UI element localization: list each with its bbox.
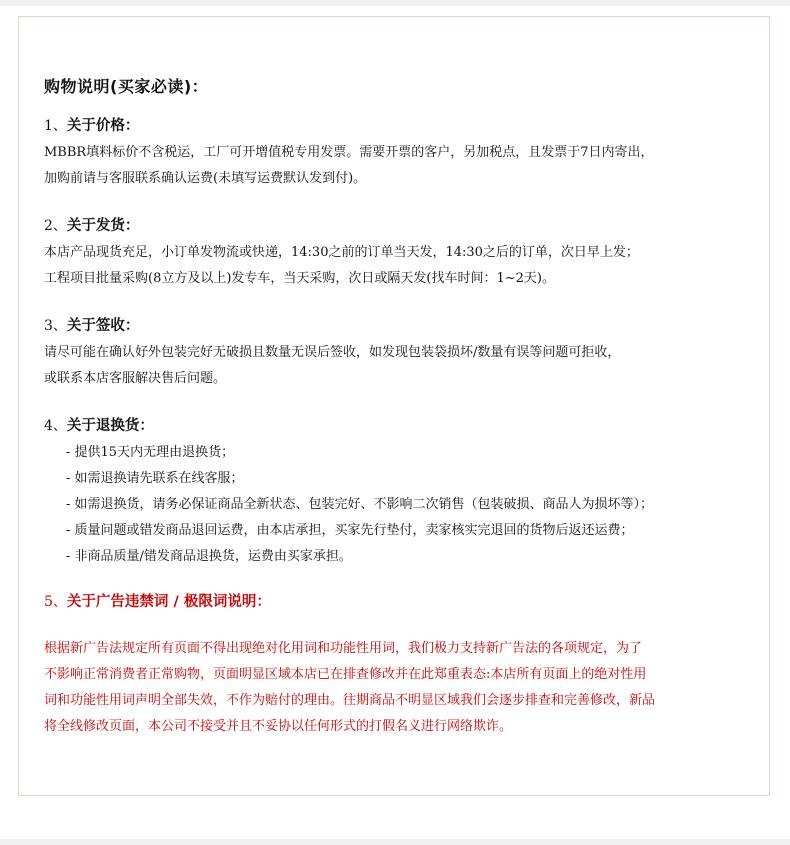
- list-item: - 如需退换请先联系在线客服；: [66, 471, 244, 486]
- list-item: - 如需退换货，请务必保证商品全新状态、包装完好、不影响二次销售（包装破损、商品人为损坏等）；: [66, 497, 654, 512]
- page-title: 购物说明(买家必读)：: [44, 77, 209, 96]
- list-item: - 质量问题或错发商品退回运费，由本店承担，买家先行垫付，卖家核实完退回的货物后返还运费；: [66, 523, 634, 538]
- section-text: MBBR填料标价不含税运，工厂可开增值税专用发票。需要开票的客户，另加税点，且发票于7日内寄出，: [44, 145, 654, 160]
- section-text: 将全线修改页面，本公司不接受并且不妥协以任何形式的打假名义进行网络欺诈。: [44, 719, 513, 734]
- section-heading: [44, 416, 744, 436]
- section-text: 不影响正常消费者正常购物，页面明显区域本店已在排查修改并在此郑重表态:本店所有页面上的绝对性用: [44, 667, 647, 682]
- section-text: 根据新广告法规定所有页面不得出现绝对化用词和功能性用词，我们极力支持新广告法的各项规定，为了: [44, 641, 643, 656]
- section-ad-law: [44, 592, 744, 740]
- section-receipt: [44, 316, 744, 392]
- section-text: 请尽可能在确认好外包装完好无破损且数量无误后签收，如发现包装袋损坏/数量有误等问题可拒收，: [44, 345, 621, 360]
- section-heading: [44, 592, 744, 612]
- section-text: 工程项目批量采购(8立方及以上)发专车，当天采购，次日或隔天发(找车时间：1~2天)。: [44, 271, 555, 286]
- section-heading: [44, 216, 744, 236]
- section-heading: [44, 116, 744, 136]
- section-number: 4、: [44, 418, 67, 434]
- list-item: - 非商品质量/错发商品退换货，运费由买家承担。: [66, 549, 352, 564]
- section-title: 关于发货：: [66, 218, 140, 234]
- section-number: 5、: [44, 594, 67, 610]
- section-title: 关于退换货：: [66, 418, 154, 434]
- section-number: 1、: [44, 118, 67, 134]
- section-title: 关于签收：: [66, 318, 140, 334]
- section-title: 关于价格：: [66, 118, 140, 134]
- section-text: 词和功能性用词声明全部失效，不作为赔付的理由。往期商品不明显区域我们会逐步排查和完善修改，新品: [44, 693, 656, 708]
- section-text: 本店产品现货充足，小订单发物流或快递，14:30之前的订单当天发，14:30之后的订单，次日早上发；: [44, 245, 639, 260]
- section-shipping: [44, 216, 744, 292]
- section-title: 关于广告违禁词 / 极限词说明：: [66, 594, 271, 610]
- section-number: 2、: [44, 218, 67, 234]
- section-returns: [44, 416, 744, 570]
- section-number: 3、: [44, 318, 67, 334]
- bottom-band: [0, 839, 790, 845]
- top-band: [0, 0, 790, 6]
- section-text: 加购前请与客服联系确认运费(未填写运费默认发到付)。: [44, 171, 367, 186]
- section-text: 或联系本店客服解决售后问题。: [44, 371, 227, 386]
- section-heading: [44, 316, 744, 336]
- section-price: [44, 116, 744, 192]
- list-item: - 提供15天内无理由退换货；: [66, 445, 235, 460]
